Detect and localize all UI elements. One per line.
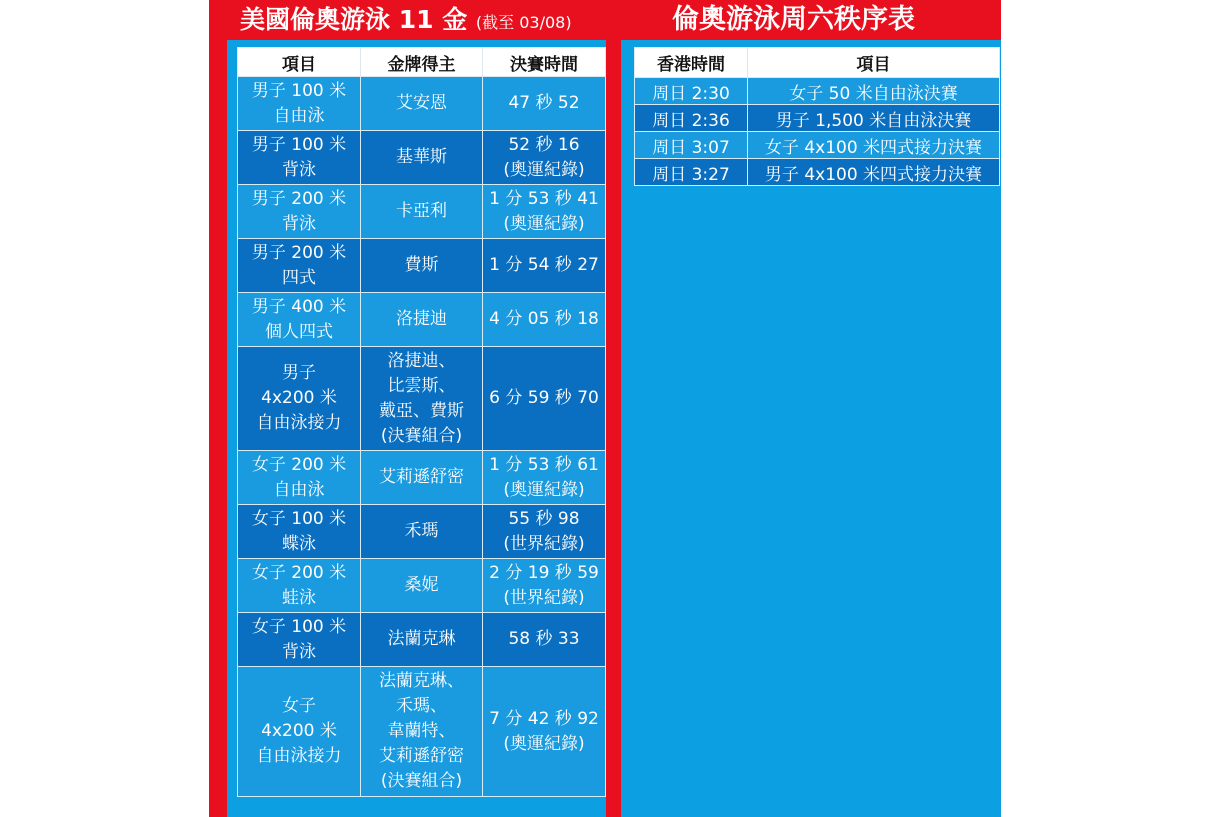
table-row — [238, 185, 606, 239]
winner-cell: 艾莉遜舒密 — [361, 451, 483, 505]
table-row — [635, 159, 1000, 186]
schedule-table — [634, 47, 1000, 186]
table-row — [238, 613, 606, 667]
event-cell: 女子 200 米 蛙泳 — [238, 559, 361, 613]
header-event: 項目 — [238, 48, 361, 77]
schedule-event-cell: 女子 4x100 米四式接力決賽 — [748, 132, 1000, 159]
time-cell: 47 秒 52 — [483, 77, 606, 131]
winner-cell: 費斯 — [361, 239, 483, 293]
left-title — [240, 0, 572, 40]
event-cell: 男子 200 米 背泳 — [238, 185, 361, 239]
winner-cell: 洛捷迪、 比雲斯、 戴亞、費斯 (決賽組合) — [361, 347, 483, 451]
event-cell: 男子 100 米 背泳 — [238, 131, 361, 185]
time-cell: 7 分 42 秒 92 (奧運紀錄) — [483, 667, 606, 797]
table-row — [238, 505, 606, 559]
table-row — [238, 559, 606, 613]
schedule-time-cell: 周日 2:36 — [635, 105, 748, 132]
table-row — [238, 347, 606, 451]
time-cell: 6 分 59 秒 70 — [483, 347, 606, 451]
winner-cell: 洛捷迪 — [361, 293, 483, 347]
gold-medal-header-row — [238, 48, 606, 77]
event-cell: 女子 100 米 蝶泳 — [238, 505, 361, 559]
event-cell: 女子 200 米 自由泳 — [238, 451, 361, 505]
schedule-time-cell: 周日 3:27 — [635, 159, 748, 186]
gold-medal-table-body — [238, 77, 606, 797]
winner-cell: 艾安恩 — [361, 77, 483, 131]
table-row — [238, 451, 606, 505]
winner-cell: 基華斯 — [361, 131, 483, 185]
header-hk-time: 香港時間 — [635, 48, 748, 78]
schedule-event-cell: 男子 4x100 米四式接力決賽 — [748, 159, 1000, 186]
schedule-time-cell: 周日 2:30 — [635, 78, 748, 105]
left-title-note: (截至 03/08) — [475, 13, 572, 32]
event-cell: 男子 4x200 米 自由泳接力 — [238, 347, 361, 451]
table-row — [238, 667, 606, 797]
time-cell: 1 分 54 秒 27 — [483, 239, 606, 293]
table-row — [635, 105, 1000, 132]
table-row — [238, 131, 606, 185]
header-winner: 金牌得主 — [361, 48, 483, 77]
time-cell: 52 秒 16 (奧運紀錄) — [483, 131, 606, 185]
gold-medal-table — [237, 47, 606, 797]
event-cell: 女子 100 米 背泳 — [238, 613, 361, 667]
schedule-time-cell: 周日 3:07 — [635, 132, 748, 159]
time-cell: 4 分 05 秒 18 — [483, 293, 606, 347]
time-cell: 1 分 53 秒 61 (奧運紀錄) — [483, 451, 606, 505]
table-row — [238, 77, 606, 131]
winner-cell: 禾瑪 — [361, 505, 483, 559]
header-time: 決賽時間 — [483, 48, 606, 77]
event-cell: 男子 400 米 個人四式 — [238, 293, 361, 347]
event-cell: 女子 4x200 米 自由泳接力 — [238, 667, 361, 797]
time-cell: 2 分 19 秒 59 (世界紀錄) — [483, 559, 606, 613]
header-schedule-event: 項目 — [748, 48, 1000, 78]
table-row — [238, 293, 606, 347]
time-cell: 58 秒 33 — [483, 613, 606, 667]
right-title: 倫奧游泳周六秩序表 — [672, 4, 915, 35]
winner-cell: 法蘭克琳 — [361, 613, 483, 667]
winner-cell: 法蘭克琳、 禾瑪、 韋蘭特、 艾莉遜舒密 (決賽組合) — [361, 667, 483, 797]
schedule-event-cell: 男子 1,500 米自由泳決賽 — [748, 105, 1000, 132]
table-row — [635, 78, 1000, 105]
event-cell: 男子 200 米 四式 — [238, 239, 361, 293]
time-cell: 1 分 53 秒 41 (奧運紀錄) — [483, 185, 606, 239]
left-title-main: 美國倫奧游泳 11 金 — [240, 5, 468, 34]
schedule-table-body — [635, 78, 1000, 186]
event-cell: 男子 100 米 自由泳 — [238, 77, 361, 131]
table-row — [238, 239, 606, 293]
table-row — [635, 132, 1000, 159]
time-cell: 55 秒 98 (世界紀錄) — [483, 505, 606, 559]
schedule-event-cell: 女子 50 米自由泳決賽 — [748, 78, 1000, 105]
schedule-header-row — [635, 48, 1000, 78]
winner-cell: 桑妮 — [361, 559, 483, 613]
winner-cell: 卡亞利 — [361, 185, 483, 239]
